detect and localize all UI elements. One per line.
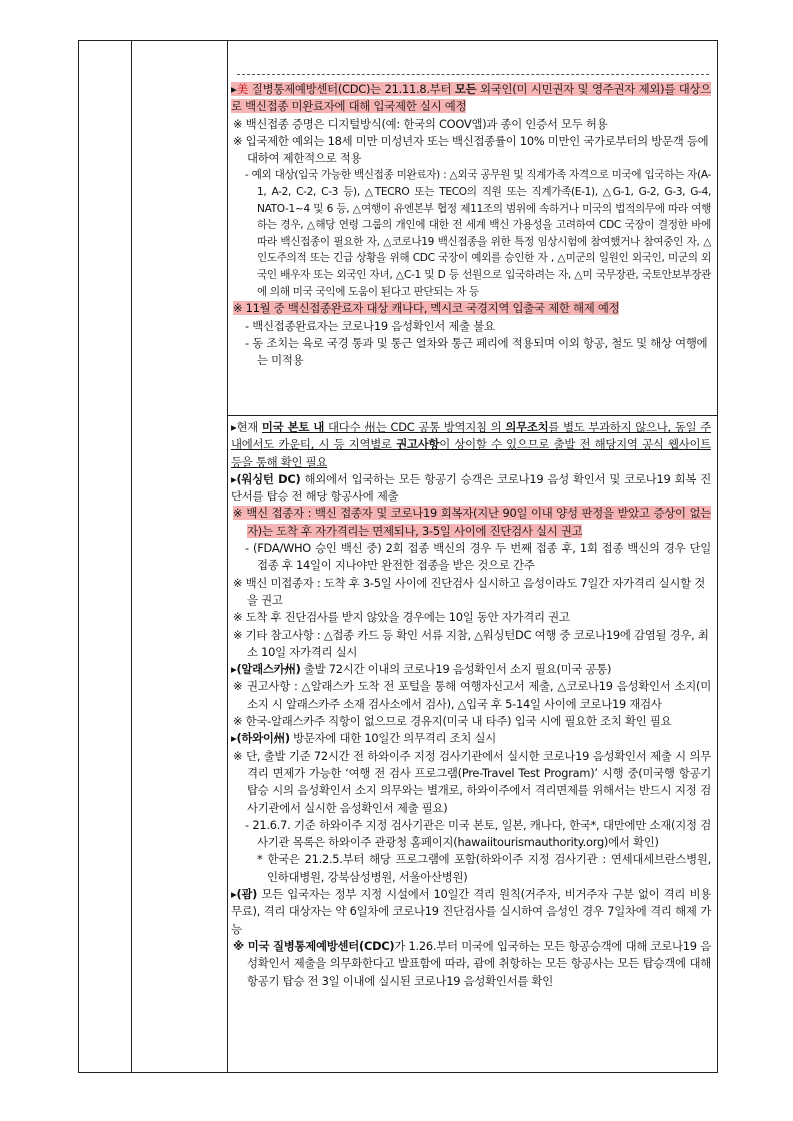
bullet-icon: ▸	[231, 82, 237, 96]
alaska-paragraph: ▸(알래스카州) 출발 72시간 이내의 코로나19 음성확인서 소지 필요(미국 공통)	[231, 662, 612, 677]
cdc-note-3: ※ 11월 중 백신접종완료자 대상 캐나다, 멕시코 국경지역 입출국 제한 해제 예정	[233, 301, 620, 316]
cdc-exemptions: - 예외 대상(입국 가능한 백신접종 미완료자) : △외국 공무원 및 직계가족 자격으로 미국에 입국하는 자(A-1, A-2, C-2, C-3 등), △TECRO 또는 TECO의 직원 또는 직계가족(E-1), △G-1, G-2, G-3, G-4, NATO-1~4 및 6 등, △여행이 유엔본부 협정 제11조의 범위에 속하거나 미국의 법적의무에 따라 여행하는 경우, △해당 연령 그룹의 개인에 대한 전 세계 백신 가용성을 고려하여 CDC 국장이 결정한 바에 따라 백신접종이 필요한 자, △코로나19 백신접종을 위한 특정 임상시험에 참여했거나 참여중인 자, △인도주의적 또는 긴급 상황을 위해 CDC 국장이 예외를 승인한 자 , △미군의 일원인 외국인, 미군의 외국인 배우자 또는 외국인 자녀, △C-1 및 D 등 선원으로 입국하려는 자, △미 국무장관, 국토안보부장관에 의해 미국 국익에 도움이 된다고 판단되는 자 등	[245, 169, 711, 298]
column-divider-2	[227, 41, 228, 1072]
hawaii-note: ※ 단, 출발 기준 72시간 전 하와이주 지정 검사기관에서 실시한 코로나19 음성확인서 제출 시 의무격리 면제가 가능한 ‘여행 전 검사 프로그램(Pre-Travel Test Program)’ 시행 중(미국행 항공기 탑승 시의 음성확인서 소지 의무와는 별개로, 하와이주에서 격리면제를 위해서는 반드시 지정 검사기관에서 실시한 음성확인서 제출 필요)	[233, 748, 711, 815]
dc-unvaccinated: ※ 백신 미접종자 : 도착 후 3-5일 사이에 진단검사 실시하고 음성이라도 7일간 자가격리 실시할 것을 권고	[233, 575, 706, 607]
hawaii-star: * 한국은 21.2.5.부터 해당 프로그램에 포함(하와이주 지정 검사기관 : 연세대세브란스병원, 인하대병원, 강북삼성병원, 서울아산병원)	[257, 852, 711, 884]
dashed-separator	[237, 74, 709, 75]
guam-cdc-note: ※ 미국 질병통제예방센터(CDC)가 1.26.부터 미국에 입국하는 모든 항공승객에 대해 코로나19 음성확인서 제출을 의무화한다고 발표함에 따라, 괌에 취항하는 모든 항공사는 모든 탑승객에 대해 항공기 탑승 전 3일 이내에 실시된 코로나19 음성확인서를 확인	[233, 938, 711, 988]
states-block	[231, 419, 711, 990]
dc-other: ※ 기타 참고사항 : △접종 카드 등 확인 서류 지참, △워싱턴DC 여행 중 코로나19에 감염될 경우, 최소 10일 자가격리 실시	[233, 627, 709, 659]
guam-paragraph: ▸(괌) 모든 입국자는 정부 지정 시설에서 10일간 격리 원칙(거주자, 비거주자 구분 없이 격리 비용 무료), 격리 대상자는 약 6일차에 코로나19 진단검사를 실시하여 음성인 경우 7일차에 격리 해제 가능	[231, 887, 711, 936]
column-divider-1	[131, 41, 132, 1072]
cdc-sub-2: - 동 조치는 육로 국경 통과 및 통근 열차와 통근 페리에 적용되며 이외 항공, 철도 및 해상 여행에는 미적용	[245, 335, 708, 368]
emphasis-all: 모든	[454, 82, 477, 96]
cdc-title: ▸美 질병통제예방센터(CDC)는 21.11.8.부터 모든 외국인(미 시민권자 및 영주권자 제외)를 대상으로 백신접종 미완료자에 대해 입국제한 실시 예정	[231, 82, 711, 114]
dc-who-note: - (FDA/WHO 승인 백신 중) 2회 접종 백신의 경우 두 번째 접종 후, 1회 접종 백신의 경우 단일 접종 후 14일이 지나야만 완전한 접종을 받은 것으로 간주	[245, 541, 711, 573]
row-divider	[227, 415, 717, 416]
document-table	[78, 40, 718, 1073]
mainland-paragraph: ▸현재 미국 본토 내 대다수 州는 CDC 공통 방역지침 의 의무조치를 별도 부과하지 않으나, 동일 주 내에서도 카운티, 시 등 지역별로 권고사항이 상이할 수 있으므로 출발 전 해당지역 공식 웹사이트 등을 통해 확인 필요	[231, 420, 711, 469]
cdc-note-2: ※ 입국제한 예외는 18세 미만 미성년자 또는 백신접종률이 10% 미만인 국가로부터의 방문객 등에 대하여 제한적으로 적용	[233, 133, 709, 166]
hawaii-sub: - 21.6.7. 기준 하와이주 지정 검사기관은 미국 본토, 일본, 캐나다, 한국*, 대만에만 소재(지정 검사기관 목록은 하와이주 관광청 홈페이지(hawaiitourismauthority.org)에서 확인)	[245, 817, 711, 850]
dc-vaccinated: ※ 백신 접종자 : 백신 접종자 및 코로나19 회복자(지난 90일 이내 양성 판정을 받았고 증상이 없는 자)는 도착 후 자가격리는 면제되나, 3-5일 사이에 진단검사 실시 권고	[233, 506, 711, 538]
alaska-recommend: ※ 권고사항 : △알래스카 도착 전 포털을 통해 여행자신고서 제출, △코로나19 음성확인서 소지(미소지 시 알래스카주 소재 검사소에서 검사), △입국 후 5-14일 사이에 코로나19 재검사	[233, 679, 711, 711]
us-char: 美	[236, 82, 249, 96]
alaska-route: ※ 한국-알래스카주 직항이 없으므로 경유지(미국 내 타주) 입국 시에 필요한 조치 확인 필요	[233, 714, 672, 729]
cdc-note-1: ※ 백신접종 증명은 디지털방식(예: 한국의 COOV앱)과 종이 인증서 모두 허용	[233, 116, 608, 131]
hawaii-paragraph: ▸(하와이州) 방문자에 대한 10일간 의무격리 조치 실시	[231, 731, 497, 746]
cdc-block	[231, 81, 711, 369]
dc-paragraph: ▸(워싱턴 DC) 해외에서 입국하는 모든 항공기 승객은 코로나19 음성 확인서 및 코로나19 회복 진단서를 탑승 전 해당 항공사에 제출	[231, 471, 711, 504]
dc-no-test: ※ 도착 후 진단검사를 받지 않았을 경우에는 10일 동안 자가격리 권고	[233, 610, 570, 625]
cdc-sub-1: - 백신접종완료자는 코로나19 음성확인서 제출 불요	[245, 318, 495, 333]
